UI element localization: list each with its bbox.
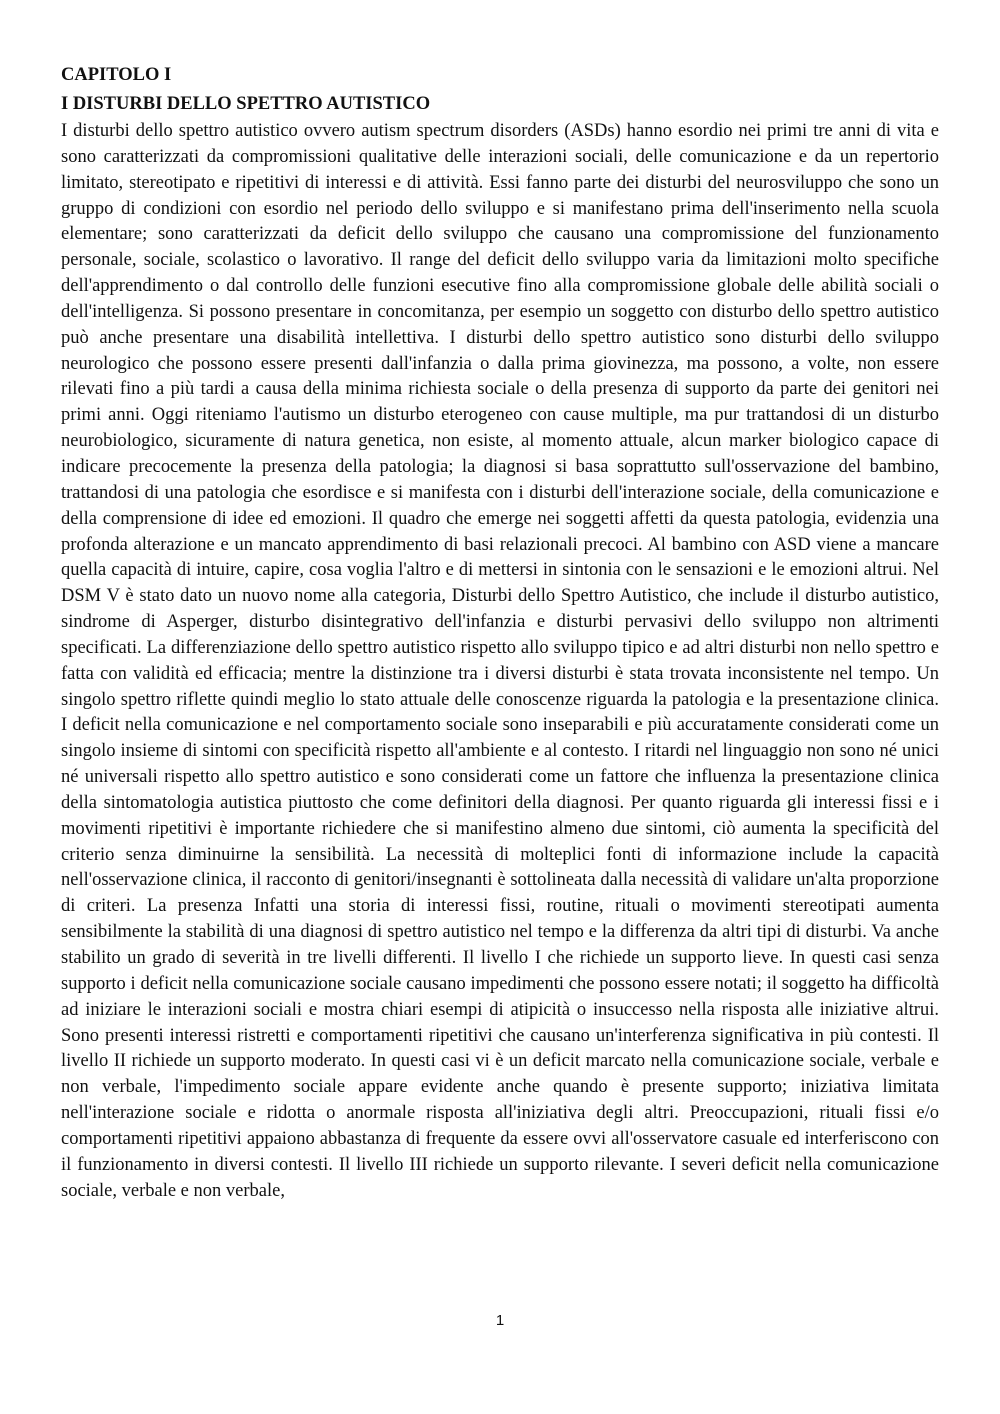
page-content — [61, 61, 939, 1204]
body-paragraph: I disturbi dello spettro autistico ovvero autism spectrum disorders (ASDs) hanno esordio nei primi tre anni di vita e sono caratterizzati da compromissioni qualitative delle interazioni sociali, delle comunicazione e da un repertorio limitato, stereotipato e ripetitivi di interessi e di attività. Essi fanno parte dei disturbi del neurosviluppo che sono un gruppo di condizioni con esordio nel periodo dello sviluppo e si manifestano prima dell'inserimento nella scuola elementare; sono caratterizzati da deficit dello sviluppo che causano una compromissione del funzionamento personale, sociale, scolastico o lavorativo. Il range del deficit dello sviluppo varia da limitazioni molto specifiche dell'apprendimento o dal controllo delle funzioni esecutive fino alla compromissione globale delle abilità sociali o dell'intelligenza. Si possono presentare in concomitanza, per esempio un soggetto con disturbo dello spettro autistico può anche presentare una disabilità intellettiva. I disturbi dello spettro autistico sono disturbi dello sviluppo neurologico che possono essere presenti dall'infanzia o dalla prima giovinezza, ma possono, a volte, non essere rilevati fino a più tardi a causa della minima richiesta sociale o della presenza di supporto da parte dei genitori nei primi anni. Oggi riteniamo l'autismo un disturbo eterogeneo con cause multiple, ma pur trattandosi di un disturbo neurobiologico, sicuramente di natura genetica, non esiste, al momento attuale, alcun marker biologico capace di indicare precocemente la presenza della patologia; la diagnosi si basa soprattutto sull'osservazione del bambino, trattandosi di una patologia che esordisce e si manifesta con i disturbi dell'interazione sociale, della comunicazione e della comprensione di idee ed emozioni. Il quadro che emerge nei soggetti affetti da questa patologia, evidenzia una profonda alterazione e un mancato apprendimento di basi relazionali precoci. Al bambino con ASD viene a mancare quella capacità di intuire, capire, cosa voglia l'altro e di mettersi in sintonia con le sensazioni e le emozioni altrui. Nel DSM V è stato dato un nuovo nome alla categoria, Disturbi dello Spettro Autistico, che include il disturbo autistico, sindrome di Asperger, disturbo disintegrativo dell'infanzia e disturbi pervasivi dello sviluppo non altrimenti specificati. La differenziazione dello spettro autistico rispetto allo sviluppo tipico e ad altri disturbi non nello spettro e fatta con validità ed efficacia; mentre la distinzione tra i diversi disturbi è stata trovata inconsistente nel tempo. Un singolo spettro riflette quindi meglio lo stato attuale delle conoscenze riguarda la patologia e la presentazione clinica. I deficit nella comunicazione e nel comportamento sociale sono inseparabili e più accuratamente considerati come un singolo insieme di sintomi con specificità rispetto all'ambiente e al contesto. I ritardi nel linguaggio non sono né unici né universali rispetto allo spettro autistico e sono considerati come un fattore che influenza la presentazione clinica della sintomatologia autistica piuttosto che come definitori della diagnosi. Per quanto riguarda gli interessi fissi e i movimenti ripetitivi è importante richiedere che si manifestino almeno due sintomi, ciò aumenta la specificità del criterio senza diminuirne la sensibilità. La necessità di molteplici fonti di informazione include la capacità nell'osservazione clinica, il racconto di genitori/insegnanti è sottolineata dalla necessità di validare un'alta proporzione di criteri. La presenza Infatti una storia di interessi fissi, routine, rituali o movimenti stereotipati aumenta sensibilmente la stabilità di una diagnosi di spettro autistico nel tempo e la differenza da altri tipi di disturbi. Va anche stabilito un grado di severità in tre livelli differenti. Il livello I che richiede un supporto lieve. In questi casi senza supporto i deficit nella comunicazione sociale causano impedimenti che possono essere notati; il soggetto ha difficoltà ad iniziare le interazioni sociali e mostra chiari esempi di atipicità o insuccesso nella risposta alle iniziative altrui. Sono presenti interessi ristretti e comportamenti ripetitivi che causano un'interferenza significativa in più contesti. Il livello II richiede un supporto moderato. In questi casi vi è un deficit marcato nella comunicazione sociale, verbale e non verbale, l'impedimento sociale appare evidente anche quando è presente supporto; iniziativa limitata nell'interazione sociale e ridotta o anormale risposta all'iniziativa degli altri. Preoccupazioni, rituali fissi e/o comportamenti ripetitivi appaiono abbastanza di frequente da essere ovvi all'osservatore casuale ed interferiscono con il funzionamento in diversi contesti. Il livello III richiede un supporto rilevante. I severi deficit nella comunicazione sociale, verbale e non verbale, — [61, 121, 939, 1201]
page-number: 1 — [495, 1312, 505, 1329]
chapter-title: I DISTURBI DELLO SPETTRO AUTISTICO — [61, 94, 431, 114]
chapter-label: CAPITOLO I — [61, 65, 172, 85]
